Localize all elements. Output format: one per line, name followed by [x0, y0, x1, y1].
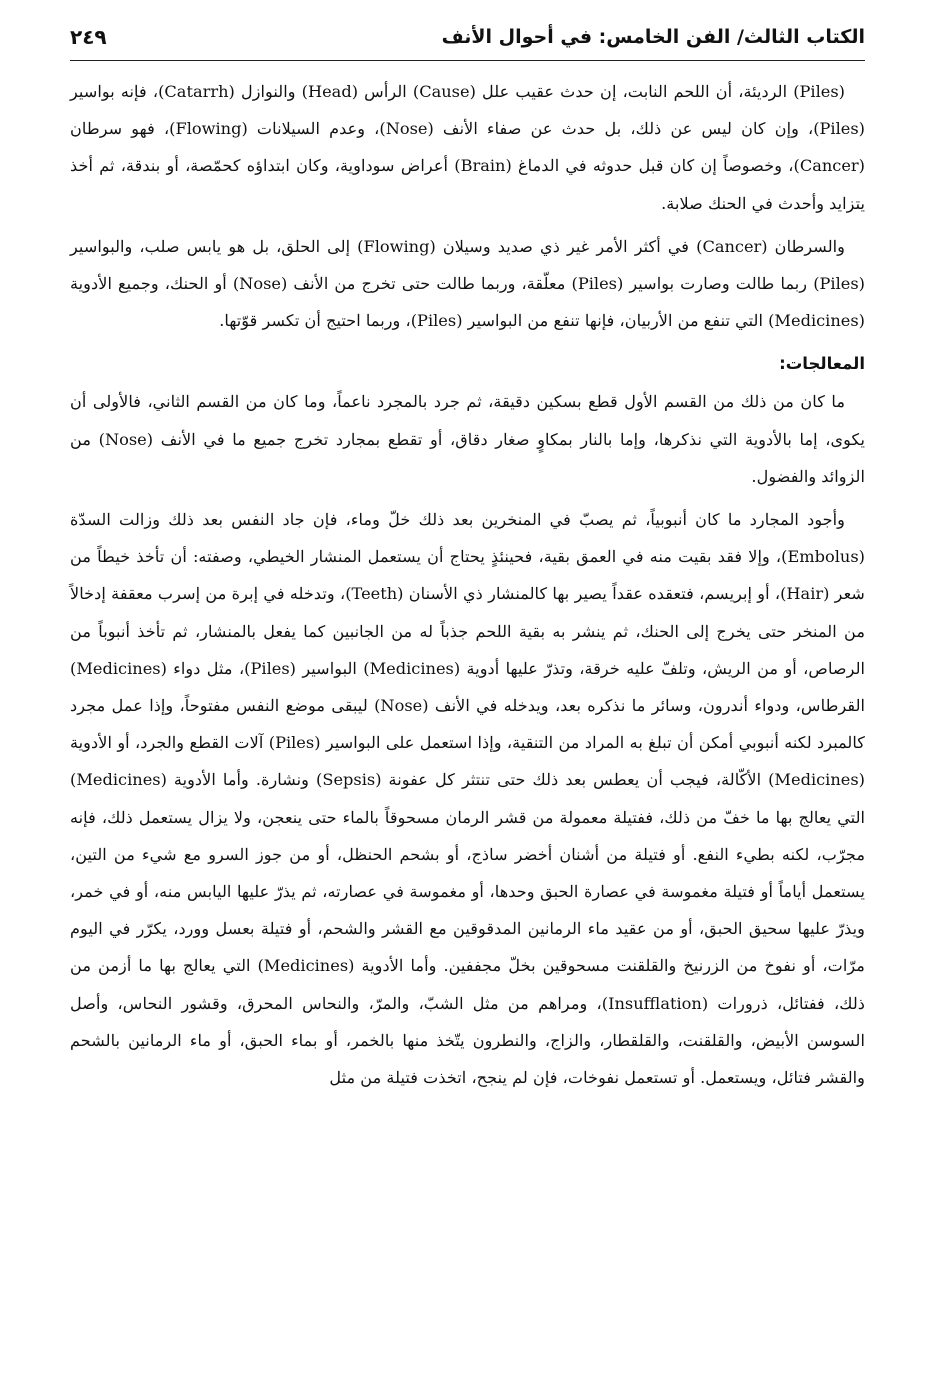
page-number: ٢٤٩ — [70, 25, 107, 49]
book-page — [70, 14, 865, 1374]
page-body — [70, 61, 865, 1096]
running-title: الكتاب الثالث/ الفن الخامس: في أحوال الأنف — [441, 26, 865, 48]
paragraph: والسرطان (Cancer) في أكثر الأمر غير ذي صديد وسيلان (Flowing) إلى الحلق، بل هو يابس صلب، والبواسير (Piles) ربما طالت وصارت بواسير (Piles) معلّقة، وربما طالت حتى تخرج من الأنف (Nose) أو الحنك، وجميع الأدوية (Medicines) التي تنفع من الأربيان، فإنها تنفع من البواسير (Piles)، وربما احتيج أن تكسر قوّتها. — [70, 236, 865, 331]
paragraph: (Piles) الرديئة، أن اللحم النابت، إن حدث عقيب علل (Cause) الرأس (Head) والنوازل (Catarrh)، فإنه بواسير (Piles)، وإن كان ليس عن ذلك، بل حدث عن صفاء الأنف (Nose)، وعدم السيلانات (Flowing)، فهو سرطان (Cancer)، وخصوصاً إن كان قبل حدوثه في الدماغ (Brain) أعراض سوداوية، وكان ابتداؤه كحمّصة، أو بندقة، ثم أخذ يتزايد وأحدث في الحنك صلابة. — [70, 82, 865, 213]
paragraph: وأجود المجارد ما كان أنبوبياً، ثم يصبّ في المنخرين بعد ذلك خلّ وماء، فإن جاد النفس بعد ذلك وزالت السدّة (Embolus)، وإلا فقد بقيت منه في العمق بقية، فحينئذٍ يحتاج أن يستعمل المنشار الخيطي، وصفته: أن تأخذ خيطاً من شعر (Hair)، أو إبريسم، فتعقده عقداً يصير بها كالمنشار ذي الأسنان (Teeth)، وتدخله في إبرة من إسرب معقفة إدخالاً من المنخر حتى يخرج إلى الحنك، ثم ينشر به بقية اللحم جذباً له من الجانبين كما يفعل بالمنشار، ثم تأخذ أنبوباً من الرصاص، أو من الريش، وتلفّ عليه خرقة، وتذرّ عليها أدوية (Medicines) البواسير (Piles)، مثل دواء (Medicines) القرطاس، ودواء أندرون، وسائر ما نذكره بعد، ويدخله في الأنف (Nose) ليبقى موضع النفس مفتوحاً، وإذا عمل مجرد كالمبرد لكنه أنبوبي أمكن أن تبلغ به المراد من التنقية، وإذا استعمل على البواسير (Piles) آلات القطع والجرد، أو الأدوية (Medicines) الأكّالة، فيجب أن يعطس بعد ذلك حتى تنتثر كل عفونة (Sepsis) ونشارة. وأما الأدوية (Medicines) التي يعالج بها ما خفّ من ذلك، ففتيلة معمولة من قشر الرمان مسحوقاً بالماء حتى ينعجن، ولا يزال يستعمل ذلك، فإنه مجرّب، لكنه بطيء النفع. أو فتيلة من أشنان أخضر ساذج، أو بشحم الحنظل، أو من جوز السرو مع شيء من التين، يستعمل أياماً أو فتيلة مغموسة في عصارة الحبق وحدها، أو مغموسة في عصارته، ثم يذرّ عليها اليابس منه، أو في خمر، ويذرّ عليها سحيق الحبق، أو من عقيد ماء الرمانين المدقوقين مع القشر والشحم، أو فتيلة بعسل وورد، يكرّر في اليوم مرّات، أو نفوخ من الزرنيخ والقلقنت مسحوقين بخلّ مجففين. وأما الأدوية (Medicines) التي يعالج بها ما أزمن من ذلك، ففتائل، ذرورات (Insufflation)، ومراهم من مثل الشبّ، والمرّ، والنحاس المحرق، وقشور النحاس، وأصل السوسن الأبيض، والقلقنت، والقلقطار، والزاج، والنطرون يتّخذ منها بالخمر، أو بماء الحبق، أو ماء الرمانين بالشحم والقشر فتائل، ويستعمل. أو تستعمل نفوخات، فإن لم ينجح، اتخذت فتيلة من مثل — [70, 510, 866, 1088]
page-header — [70, 14, 865, 61]
paragraph: ما كان من ذلك من القسم الأول قطع بسكين دقيقة، ثم جرد بالمجرد ناعماً، وما كان من القسم الثاني، فالأولى أن يكوى، إما بالأدوية التي نذكرها، وإما بالنار بمكاوٍ صغار دقاق، أو تقطع بمجارد تخرج جميع ما في الأنف (Nose) من الزوائد والفضول. — [70, 392, 865, 486]
section-heading-treatments: المعالجات: — [779, 354, 865, 374]
